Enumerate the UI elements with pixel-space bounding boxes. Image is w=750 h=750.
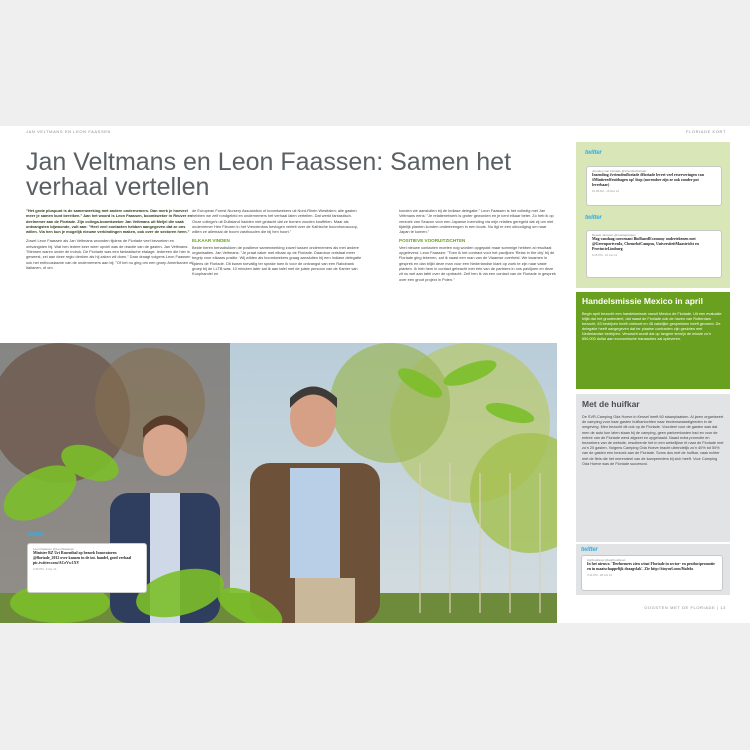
huifkar-box [576,394,730,542]
tweet-handle: Leon Faassen @LeonFaassen [33,547,75,551]
huifkar-box-title: Met de huifkar [582,399,640,409]
page-footer: OOGSTEN MET DE FLORIADE | 13 [644,605,726,610]
tweet-handle: vrienden van Floriade @vriendenfloriade [592,169,647,173]
twitter-logo-icon: twitter [585,215,602,221]
tweet-handle: Agrifoodlevel @agrifoodlevel [587,558,626,562]
mexico-box-text: Begin april bezocht een handelsmissie vanuit Mexico de Floriade. Uit een evaluatie blijkt dat het grootendeel, dat naast de Floriade ook de haven van Rotterdam bezocht, 63 bedrijven heeft ontmoet en 48 zakelijke gesprekken heeft gevoerd. De delegatie heeft aangegeven dat ter plaatse contracten zijn gesloten met Nederlandse bedrijven. Verwacht wordt dat op langere termijn de missie zo'n 650.000 dollar aan economische transacties zal opleveren. [582,312,722,342]
twitter-logo-icon: twitter [581,547,598,553]
tweet-text: Mag vandaag convenant BioBasedEconomy ondertekenen met @GreenportvenIo, ChemelotCampus, UniversiteitMaastricht en ProvincieLimburg [592,237,699,251]
twitter-logo-icon: twitter [28,532,45,538]
tweet-card [581,555,723,591]
article-column-1 [26,208,194,274]
article-paragraph: konden we aansluiten bij de Indiase delegatie." Leon Faassen is het volledig met Jan Veltmans eens: "Je relatienetwerk is groter geworden en je kent elkaar beter. Zo heb ik op verzoek van Seacon voor een Japanse inzending via mijn relaties geregeld dat zij om niet tijdelijk planten konden onderbrengen in een loods. Nu ligt er een uitnodiging om naar Japan te komen." [399,208,554,235]
running-header-left: JAN VELTMANS EN LEON FAASSEN [26,129,111,134]
tweet-text: Minister BZ Uri Rosenthal op bezoek Innovatoren @floriade_2012 over kansen in de int. handel, goed verhaal pic.twitter.com/ACeVw1XV [33,551,132,565]
tweet-card [586,230,722,278]
article-paragraph: de European Forest Nursery Association of boomkwekers uit Nord-Rhein Westfalen; alle gasten hebben we zelf rondgeleid en ondernemers het verhaal laten vertellen. Dat werkt fantastisch. Onze collega's uit Duitsland hadden niet gedacht dat ze bomen zouden knuffelen. Maar als ondernemer Hen Fleuren in het Vrendenbos bevlogen vertelt over de Kafrische boomhoroscoop, willen ze allemaal de boom vasthouden die bij hen hoort." [192,208,358,235]
tweet-text: Inzending #vriendenfloriade #floriade levert veel reserveringen van #Minitree#fruitbagen op! #top (november zijn ze ook zonder pot leverbaar) [592,173,704,187]
tweet-time: 10:38 AM - 16 Dec 12 [592,189,620,193]
twitter-logo-icon: twitter [585,150,602,156]
article-column-2 [192,208,362,281]
subheading: POSITIEVE VOORUITZICHTEN [399,238,466,244]
tweet-time: 2:36 PM - 6 Apr 12 [33,567,57,571]
mexico-box [576,292,730,389]
article-lead: "Het grote pluspunt is de samenwerking met andere ondernemers. Dan merk je hoeveel meer je samen kunt bereiken." Aan het woord is Leon Faassen, boomkweker in Reuver en deelnemer aan de Floriade. Zijn collega-boomkweker Jan Veltmans uit Meijel die vaak ontvangsten bijwoonde, vult aan: "Heel veel contacten hebben aangegeven dat ze ons willen. Via hen kun je mogelijk nieuwe verbindingen maken, ook over de sectoren heen." [26,208,193,235]
tweet-handle: Rosele Janssen @roselejanssen [592,233,636,237]
article-paragraph: Zowel Leon Faassen als Jan Veltmans woonden tijdens de Floriade veel bezoeken en ontvangsten bij. Wat hen iedere keer weer opviel was de reactie van de gasten. Jan Veltmans: "Mensen waren onder de indruk. De Floriade was een fantastische etalage. Iedereen die hier is geweest, zei aan deze regio denken als hij zaken wil doen." Daar draagt volgens Leon Faassen ook het enthousiasme van de ondernemers aan bij. "Of het nu ging om een groep Amerikanen of Italianen, of om [26,238,193,270]
huifkar-box-text: De SVR-Camping Oda Hoeve in Kessel heeft 60 staanplaatsen. Al jaren organiseert de camping voor haar gasten huifkartochten naar bezienswaardigheden in de omgeving. Men bezocht dit ook op de Floriade. Voordeel voor de gasten was dat men de auto kon laten staan bij de camping, geen parkeerkosten had en voor de entree van de Floriade werd afgezet en opgehaald. Naast extra promotie en bezoekers van de website, resulteerde het in een wekelijkse rit naar de Floriade met zo'n 20 gasten. Volgens Camping Oda Hoeve bracht uiteindelijk zo'n 40% tot 50% van de gasten een bezoek aan de Floriade. Soms dus met de huifkar, vaak echter met de fiets die het merendeel van de kampeerders bij zich heeft. Voor Camping Oda Hoeve was de Floriade succesvol. [582,415,724,466]
running-header-right: FLORIADE KORT [686,129,726,134]
tweet-text: In het nieuws: 'Deelnemers zien winst Floriade in sector- en productpromotie en in maatschappelijk draagvlak'. Zie http://tinyurl.com/8taleks [587,562,715,571]
article-paragraph: Beide heren benadrukken de positieve samenwerking zowel tussen ondernemers als met andere organisaties. Jan Veltmans: "Je praat vaker met elkaar op de Floriade. Daardoor ontstaat meer begrip voor elkaars positie. Wij wilden als boomkwekers graag aansluiten bij een Indiase delegatie tijdens de Floriade. Dit kwam toevallig ter sprake toen ik voor de ontvangst van een Rabobank groep bij de LLTB was. 10 minuten later zat ik aan tafel met de juiste persoon van de Kamer van Koophandel en [192,244,362,277]
photo-tweet-card [27,532,147,593]
sidebar [576,142,730,622]
article-column-3 [399,208,557,286]
mexico-box-title: Handelsmissie Mexico in april [582,296,703,306]
tweet-card [586,166,722,206]
twitter-box-gray [576,544,730,595]
article-paragraph: Veel nieuwe contacten moeten nog worden opgepakt maar sommige hebben al resultaat opgeleverd. Leon Faassen: "Toen ik het contract voor het paviljoen 'Relax in the city' bij de Floriade ging tekenen, zat ik naast een man van de Vlaamse overheid. We kwamen in gesprek en dan blijkt deze man voor een Nederlandse klant op zoek te zijn naar vaste planten. Ik heb hem in contact gebracht met één van de partners in ons paviljoen en deze zit nu wel aan tafel over de opdracht. Zelf ben ik via een contact van de Floriade in gesprek over een groot project in Polen." [399,244,556,282]
subheading: ELKAAR VINDEN [192,238,230,244]
tweet-time: 3:34 PM - 28 Oct 12 [587,573,613,577]
twitter-box-green [576,142,730,288]
tweet-time: 6:25 PM - 16 Jan 12 [592,253,618,257]
article-title: Jan Veltmans en Leon Faassen: Samen het verhaal vertellen [26,148,512,201]
